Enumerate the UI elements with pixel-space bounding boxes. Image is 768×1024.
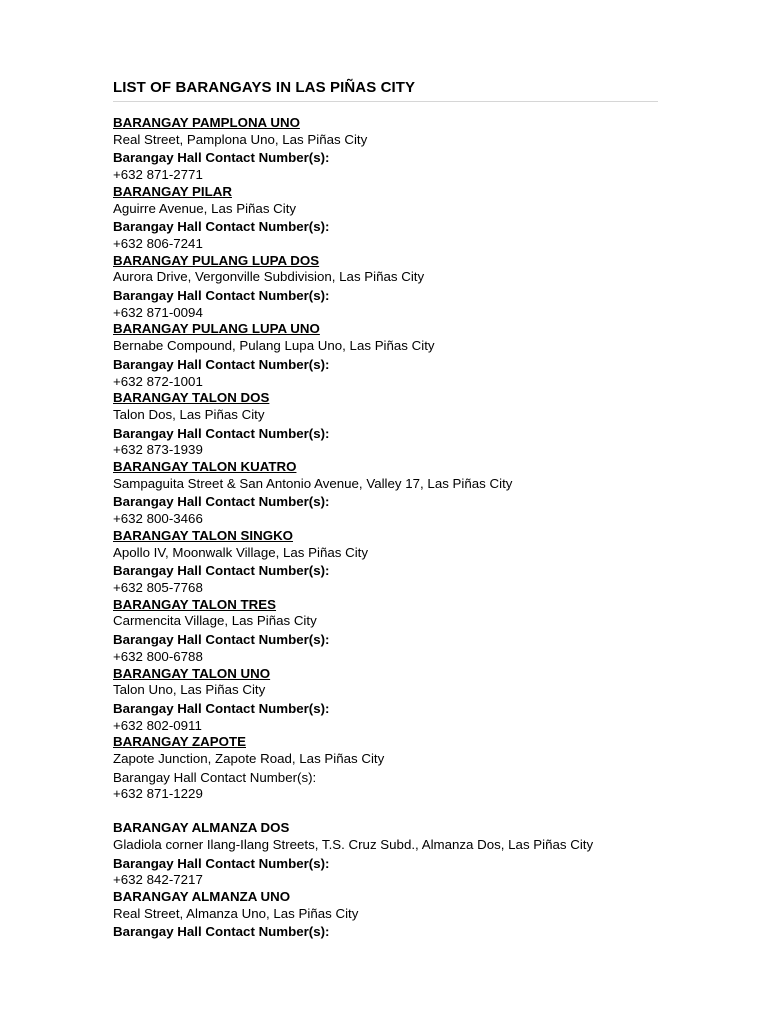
- barangay-name: BARANGAY PAMPLONA UNO: [113, 115, 300, 130]
- section-gap: [113, 803, 658, 820]
- contact-label: Barangay Hall Contact Number(s):: [113, 494, 330, 510]
- barangay-entry: [113, 666, 658, 735]
- contact-label: Barangay Hall Contact Number(s):: [113, 425, 330, 441]
- barangay-entry: [113, 597, 658, 666]
- contact-label: Barangay Hall Contact Number(s):: [113, 150, 330, 166]
- contact-label: Barangay Hall Contact Number(s):: [113, 219, 330, 235]
- title-divider: [113, 101, 658, 102]
- barangay-name: BARANGAY TALON DOS: [113, 390, 270, 406]
- barangay-address: Gladiola corner Ilang-Ilang Streets, T.S. Cruz Subd., Almanza Dos, Las Piñas City: [113, 836, 594, 852]
- barangay-entry: [113, 253, 658, 322]
- contact-phone: +632 871-0094: [113, 304, 203, 320]
- document-page: [113, 78, 658, 941]
- contact-label: Barangay Hall Contact Number(s):: [113, 356, 330, 372]
- barangay-address: Aguirre Avenue, Las Piñas City: [113, 200, 297, 216]
- barangay-name: BARANGAY PULANG LUPA DOS: [113, 252, 320, 268]
- barangay-entry: [113, 820, 658, 889]
- barangay-address: Aurora Drive, Vergonville Subdivision, Las Piñas City: [113, 269, 425, 285]
- barangay-address: Apollo IV, Moonwalk Village, Las Piñas City: [113, 544, 368, 560]
- barangay-name: BARANGAY TALON SINGKO: [113, 527, 294, 543]
- barangay-address: Real Street, Pamplona Uno, Las Piñas City: [113, 131, 368, 147]
- barangay-name: BARANGAY PULANG LUPA UNO: [113, 321, 320, 337]
- barangay-name: BARANGAY TALON TRES: [113, 596, 277, 612]
- barangay-name: BARANGAY ZAPOTE: [113, 734, 246, 750]
- contact-label: Barangay Hall Contact Number(s):: [113, 563, 330, 579]
- barangay-name: BARANGAY PILAR: [113, 183, 232, 199]
- barangay-address: Zapote Junction, Zapote Road, Las Piñas City: [113, 751, 385, 767]
- contact-phone: +632 806-7241: [113, 235, 203, 251]
- barangay-entry: [113, 734, 658, 803]
- barangay-name: BARANGAY TALON UNO: [113, 665, 271, 681]
- barangay-address: Talon Dos, Las Piñas City: [113, 406, 265, 422]
- barangay-name: BARANGAY ALMANZA DOS: [113, 820, 290, 836]
- contact-label: Barangay Hall Contact Number(s):: [113, 288, 330, 304]
- contact-phone: +632 800-6788: [113, 648, 203, 664]
- contact-label: Barangay Hall Contact Number(s):: [113, 769, 317, 785]
- contact-phone: +632 871-1229: [113, 786, 203, 802]
- barangay-entry: [113, 321, 658, 390]
- contact-label: Barangay Hall Contact Number(s):: [113, 855, 330, 871]
- contact-label: Barangay Hall Contact Number(s):: [113, 700, 330, 716]
- contact-label: Barangay Hall Contact Number(s):: [113, 632, 330, 648]
- barangay-entry: [113, 528, 658, 597]
- barangay-name: BARANGAY ALMANZA UNO: [113, 888, 291, 904]
- contact-phone: +632 800-3466: [113, 511, 203, 527]
- barangay-address: Real Street, Almanza Uno, Las Piñas City: [113, 905, 359, 921]
- barangay-address: Bernabe Compound, Pulang Lupa Uno, Las Piñas City: [113, 338, 435, 354]
- barangay-address: Talon Uno, Las Piñas City: [113, 682, 266, 698]
- contact-label: Barangay Hall Contact Number(s):: [113, 924, 330, 940]
- barangay-entry: [113, 459, 658, 528]
- contact-phone: +632 873-1939: [113, 442, 203, 458]
- contact-phone: +632 872-1001: [113, 373, 203, 389]
- barangay-entry: [113, 390, 658, 459]
- barangay-name: BARANGAY TALON KUATRO: [113, 459, 297, 475]
- barangay-entry: [113, 889, 658, 941]
- barangay-address: Sampaguita Street & San Antonio Avenue, Valley 17, Las Piñas City: [113, 475, 513, 491]
- document-title: LIST OF BARANGAYS IN LAS PIÑAS CITY: [113, 79, 416, 96]
- contact-phone: +632 842-7217: [113, 872, 203, 888]
- barangay-entry: [113, 115, 658, 184]
- barangay-entry: [113, 184, 658, 253]
- contact-phone: +632 805-7768: [113, 579, 203, 595]
- contact-phone: +632 871-2771: [113, 167, 203, 183]
- barangay-address: Carmencita Village, Las Piñas City: [113, 613, 317, 629]
- contact-phone: +632 802-0911: [113, 717, 202, 733]
